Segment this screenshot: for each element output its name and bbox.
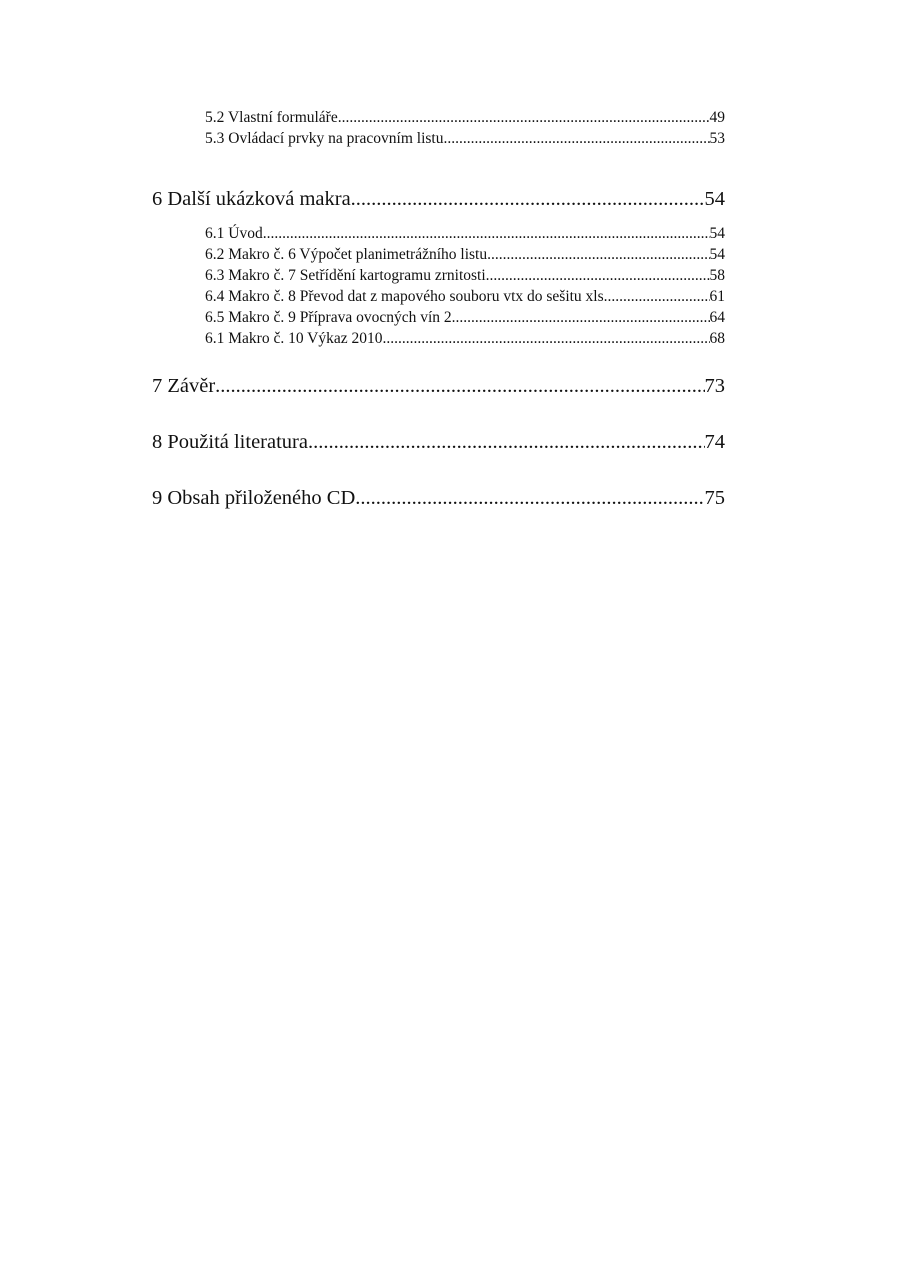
toc-dot-leader [447, 129, 709, 149]
toc-entry-6-2[interactable] [205, 245, 725, 265]
toc-dot-leader [267, 224, 710, 244]
toc-entry-label: 6 Další ukázková makra [152, 188, 351, 210]
toc-dot-leader [456, 308, 710, 328]
toc-entry-label: 8 Použitá literatura [152, 431, 308, 453]
toc-entry-label: 6.4 Makro č. 8 Převod dat z mapového souboru vtx do sešitu xls. [205, 288, 608, 305]
toc-page-number: 49 [709, 109, 725, 126]
toc-entry-6-1[interactable] [205, 224, 725, 244]
toc-entry-label: 9 Obsah přiloženého CD [152, 487, 356, 509]
toc-entry-label: 6.1 Makro č. 10 Výkaz 2010. [205, 330, 387, 347]
toc-entry-9[interactable] [152, 485, 725, 511]
toc-dot-leader [355, 485, 704, 511]
toc-entry-5-3[interactable] [205, 129, 725, 149]
toc-page-number: 68 [709, 330, 725, 347]
toc-dot-leader [215, 373, 704, 399]
toc-entry-6[interactable] [152, 186, 725, 212]
toc-page-number: 53 [709, 130, 725, 147]
toc-dot-leader [386, 329, 709, 349]
toc-dot-leader [490, 266, 710, 286]
toc-entry-5-2[interactable] [205, 108, 725, 128]
toc-entry-label: 6.2 Makro č. 6 Výpočet planimetrážního listu. [205, 246, 491, 263]
toc-entry-label: 5.3 Ovládací prvky na pracovním listu. [205, 130, 448, 147]
toc-page-number: 54 [704, 188, 725, 210]
toc-entry-6-5[interactable] [205, 308, 725, 328]
toc-dot-leader [491, 245, 710, 265]
toc-dot-leader [342, 108, 710, 128]
toc-page-number: 73 [704, 375, 725, 397]
toc-dot-leader [351, 186, 705, 212]
toc-entry-label: 7 Závěr [152, 375, 216, 397]
toc-dot-leader [308, 429, 705, 455]
toc-page-number: 54 [709, 246, 725, 263]
toc-page-number: 61 [709, 288, 725, 305]
toc-entry-label: 5.2 Vlastní formuláře. [205, 109, 342, 126]
toc-page-number: 64 [709, 309, 725, 326]
toc-entry-label: 6.3 Makro č. 7 Setřídění kartogramu zrnitosti. [205, 267, 490, 284]
toc-page-number: 54 [709, 225, 725, 242]
toc-entry-8[interactable] [152, 429, 725, 455]
toc-entry-label: 6.1 Úvod. [205, 225, 267, 242]
toc-entry-7[interactable] [152, 373, 725, 399]
toc-page-number: 74 [704, 431, 725, 453]
toc-entry-6-4[interactable] [205, 287, 725, 307]
toc-page-number: 58 [709, 267, 725, 284]
toc-page-number: 75 [704, 487, 725, 509]
toc-entry-label: 6.5 Makro č. 9 Příprava ovocných vín 2. [205, 309, 456, 326]
toc-entry-6-3[interactable] [205, 266, 725, 286]
toc-entry-6-6[interactable] [205, 329, 725, 349]
toc-dot-leader [608, 287, 710, 307]
